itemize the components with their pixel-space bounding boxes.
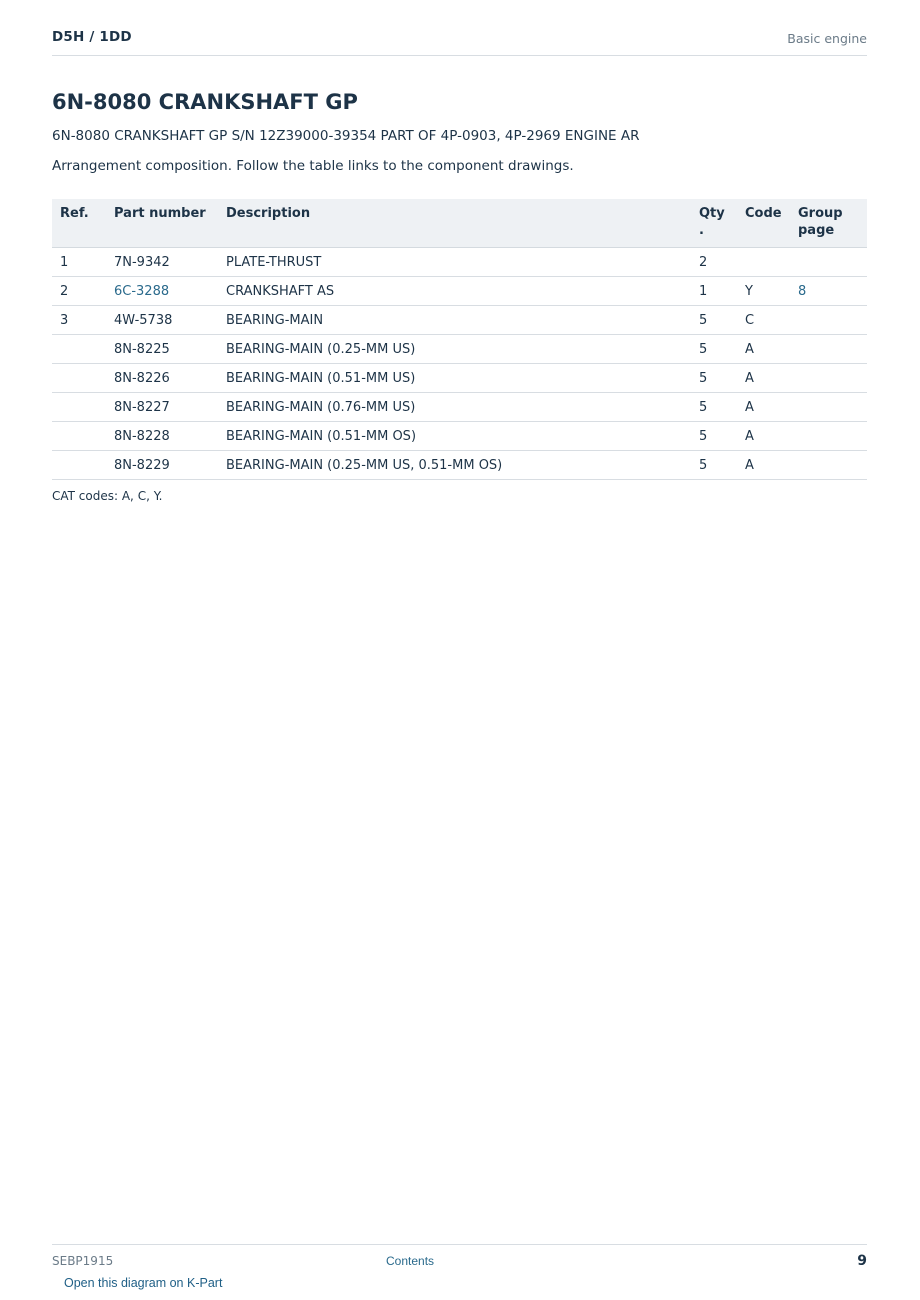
cell-description: BEARING-MAIN (0.76-MM US) (218, 393, 691, 422)
cell-part-number: 4W-5738 (106, 306, 218, 335)
cell-group-page (790, 364, 867, 393)
parts-table (52, 199, 867, 480)
cell-ref: 2 (52, 277, 106, 306)
column-header-ref: Ref. (52, 199, 106, 248)
cell-code: C (737, 306, 790, 335)
cell-part-number (106, 277, 218, 306)
column-header-group-line1: Group (798, 206, 843, 221)
cell-ref (52, 422, 106, 451)
table-row (52, 335, 867, 364)
table-row (52, 364, 867, 393)
open-kpart-link[interactable]: Open this diagram on K-Part (64, 1276, 223, 1290)
column-header-qty (691, 199, 737, 248)
cell-qty: 1 (691, 277, 737, 306)
cell-part-number: 8N-8226 (106, 364, 218, 393)
part-number-link[interactable]: 6C-3288 (114, 283, 170, 299)
cell-description: BEARING-MAIN (0.25-MM US) (218, 335, 691, 364)
cell-part-number: 7N-9342 (106, 248, 218, 277)
table-row (52, 451, 867, 480)
cell-description: BEARING-MAIN (218, 306, 691, 335)
column-header-code: Code (737, 199, 790, 248)
cell-code (737, 248, 790, 277)
cell-code: A (737, 393, 790, 422)
cell-ref: 1 (52, 248, 106, 277)
cell-description: BEARING-MAIN (0.51-MM US) (218, 364, 691, 393)
cell-part-number: 8N-8227 (106, 393, 218, 422)
table-row (52, 306, 867, 335)
column-header-qty-line2: . (699, 223, 704, 238)
column-header-group-page (790, 199, 867, 248)
cell-qty: 5 (691, 306, 737, 335)
table-row (52, 277, 867, 306)
column-header-part-number: Part number (106, 199, 218, 248)
document-id: SEBP1915 (52, 1254, 114, 1268)
cell-description: BEARING-MAIN (0.51-MM OS) (218, 422, 691, 451)
cell-group-page (790, 335, 867, 364)
cell-code: Y (737, 277, 790, 306)
cell-group-page (790, 248, 867, 277)
cell-qty: 5 (691, 422, 737, 451)
cell-qty: 2 (691, 248, 737, 277)
cell-part-number: 8N-8229 (106, 451, 218, 480)
cell-description: BEARING-MAIN (0.25-MM US, 0.51-MM OS) (218, 451, 691, 480)
table-row (52, 393, 867, 422)
table-row (52, 422, 867, 451)
model-label: D5H / 1DD (52, 29, 132, 45)
cell-qty: 5 (691, 364, 737, 393)
page-number: 9 (857, 1253, 867, 1269)
page-footer (52, 1244, 867, 1275)
cell-code: A (737, 335, 790, 364)
cell-ref (52, 335, 106, 364)
column-header-group-line2: page (798, 223, 835, 238)
cell-qty: 5 (691, 451, 737, 480)
cell-part-number: 8N-8225 (106, 335, 218, 364)
cell-description: CRANKSHAFT AS (218, 277, 691, 306)
page-title: 6N-8080 CRANKSHAFT GP (52, 90, 358, 114)
cell-part-number: 8N-8228 (106, 422, 218, 451)
cell-group-page (790, 306, 867, 335)
cell-code: A (737, 364, 790, 393)
cell-ref (52, 393, 106, 422)
column-header-description: Description (218, 199, 691, 248)
cell-code: A (737, 422, 790, 451)
cell-qty: 5 (691, 335, 737, 364)
table-row (52, 248, 867, 277)
table-header-row (52, 199, 867, 248)
cell-code: A (737, 451, 790, 480)
section-label: Basic engine (787, 31, 867, 46)
cell-group-page (790, 277, 867, 306)
page-subtitle: 6N-8080 CRANKSHAFT GP S/N 12Z39000-39354 PART OF 4P-0903, 4P-2969 ENGINE AR (52, 128, 640, 144)
cell-description: PLATE-THRUST (218, 248, 691, 277)
group-page-link[interactable]: 8 (798, 283, 807, 299)
page-header (52, 28, 867, 56)
cell-ref (52, 451, 106, 480)
intro-text: Arrangement composition. Follow the table links to the component drawings. (52, 158, 574, 174)
cell-qty: 5 (691, 393, 737, 422)
contents-link[interactable]: Contents (386, 1254, 435, 1268)
cell-ref (52, 364, 106, 393)
cell-group-page (790, 422, 867, 451)
cell-group-page (790, 393, 867, 422)
cat-codes-note: CAT codes: A, C, Y. (52, 489, 163, 503)
column-header-qty-line1: Qty (699, 206, 725, 221)
cell-group-page (790, 451, 867, 480)
cell-ref: 3 (52, 306, 106, 335)
